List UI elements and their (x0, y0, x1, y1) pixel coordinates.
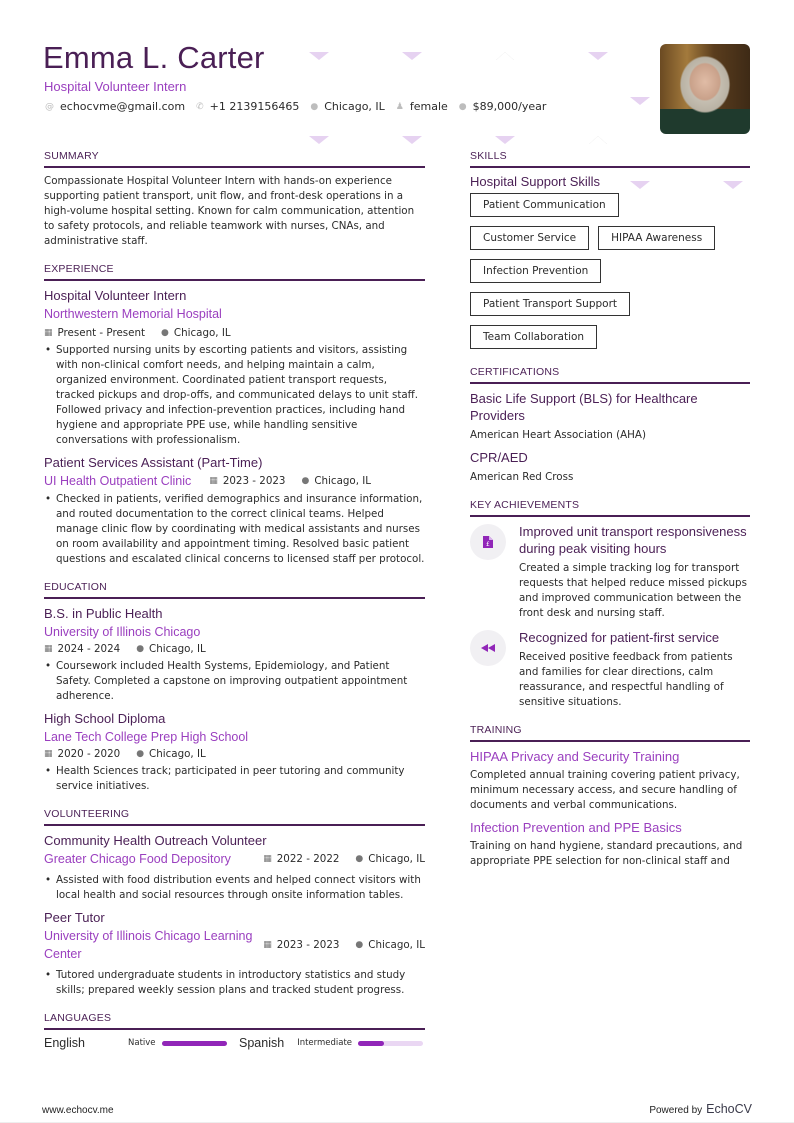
decor-triangle (309, 136, 329, 144)
location-icon: ● (310, 101, 319, 112)
education-entry (44, 710, 425, 794)
training-desc: Completed annual training covering patient privacy, minimum necessary access, and secure handling of documents and verbal communications. (470, 769, 740, 811)
email-text: echocvme@gmail.com (60, 100, 186, 113)
svg-text:£: £ (486, 541, 490, 548)
dates: 2022 - 2022 (276, 853, 340, 865)
salary-icon: ● (458, 101, 467, 112)
decor-triangle (495, 52, 515, 60)
gender-text: female (409, 100, 448, 113)
location: Chicago, IL (368, 853, 425, 865)
section-title: SUMMARY (44, 150, 425, 168)
volunteering-section (44, 808, 425, 998)
contact-phone[interactable] (196, 100, 299, 113)
achievement-item (470, 629, 750, 710)
bullet-item: • Coursework included Health Systems, Epidemiology, and Patient Safety. Completed a capstone on improving outpatient appointment adherence. (44, 659, 425, 704)
decor-triangle (630, 97, 650, 105)
contact-row (45, 100, 557, 113)
bullet-list (44, 873, 425, 903)
dates: 2023 - 2023 (222, 475, 286, 487)
phone-icon: ✆ (196, 101, 204, 112)
training-section (470, 724, 750, 869)
section-title: CERTIFICATIONS (470, 366, 750, 384)
school: Lane Tech College Prep High School (44, 730, 249, 744)
bullet-item: • Checked in patients, verified demographics and insurance information, and routed documentation to the correct clinical teams. Helped manage clinic flow by coordinating with medical assistants and nurses on room availability and appointment timing. Resolved basic patient questions and escalated clinical concerns to licensed staff per protocol. (44, 492, 425, 567)
cert-issuer: American Red Cross (470, 471, 574, 483)
location-pin-icon: ● (136, 644, 145, 654)
skill-tag: Patient Communication (470, 193, 619, 217)
achievement-item (470, 523, 750, 621)
section-title: VOLUNTEERING (44, 808, 425, 826)
training-title: HIPAA Privacy and Security Training (470, 749, 680, 764)
organization: Greater Chicago Food Depository (44, 852, 231, 866)
language-item (239, 1036, 423, 1050)
bullet-item: • Tutored undergraduate students in introductory statistics and study skills; prepared weekly session plans and tracked student progress. (44, 968, 425, 998)
achievement-desc: Received positive feedback from patients and families for clear directions, calm reassurance, and respectful handling of sensitive situations. (519, 651, 733, 708)
education-section (44, 581, 425, 794)
cert-issuer: American Heart Association (AHA) (470, 429, 646, 441)
footer-powered-by[interactable] (649, 1102, 752, 1116)
cert-title: CPR/AED (470, 450, 528, 465)
location: Chicago, IL (149, 643, 206, 655)
rewind-icon (470, 630, 506, 666)
contact-gender (396, 100, 448, 113)
calendar-icon: ▦ (44, 749, 53, 759)
volunteer-role: Peer Tutor (44, 910, 105, 925)
location-pin-icon: ● (301, 476, 310, 486)
section-title: TRAINING (470, 724, 750, 742)
right-column (470, 150, 750, 883)
skills-section (470, 150, 750, 358)
location-pin-icon: ● (161, 328, 169, 338)
education-entry (44, 605, 425, 704)
dates: 2023 - 2023 (276, 939, 340, 951)
bullet-list (44, 492, 425, 567)
contact-email[interactable] (45, 100, 185, 113)
entry-meta (44, 641, 425, 657)
contact-location (310, 100, 384, 113)
at-icon: @ (45, 101, 54, 112)
decor-triangle (588, 136, 608, 144)
volunteering-entry (44, 832, 425, 903)
org-meta-row (44, 850, 425, 868)
training-desc: Training on hand hygiene, standard precautions, and appropriate PPE selection for non-clinical staff and (470, 840, 743, 867)
org-meta-row (44, 472, 425, 490)
bullet-list (44, 968, 425, 998)
achievement-desc: Created a simple tracking log for transport requests that helped reduce missed pickups and improved communication between the front desk and nursing staff. (519, 562, 747, 619)
skill-tag: HIPAA Awareness (598, 226, 715, 250)
section-title: KEY ACHIEVEMENTS (470, 499, 750, 517)
profile-photo (660, 44, 750, 134)
cert-title: Basic Life Support (BLS) for Healthcare Providers (470, 391, 698, 423)
organization: University of Illinois Chicago Learning Center (44, 929, 253, 961)
entry-meta (44, 746, 425, 762)
calendar-icon: ▦ (44, 644, 53, 654)
skill-tag: Patient Transport Support (470, 292, 630, 316)
language-name: Spanish (239, 1036, 285, 1050)
user-icon: ♟ (395, 101, 404, 112)
languages-section (44, 1012, 425, 1050)
calendar-icon: ▦ (209, 476, 218, 486)
summary-text: Compassionate Hospital Volunteer Intern with hands-on experience supporting patient transport, unit flow, and front-desk operations in a high-volume hospital setting. Known for calm communication, attention to safety protocols, and reliable teamwork with nurses, CNAs, and administrative staff. (44, 175, 415, 247)
dates: 2020 - 2020 (57, 748, 121, 760)
school: University of Illinois Chicago (44, 625, 201, 639)
entry-meta (263, 937, 425, 953)
bullet-list (44, 343, 425, 448)
contact-salary (459, 100, 547, 113)
decor-triangle (495, 136, 515, 144)
left-column (44, 150, 425, 1064)
entry-meta (44, 325, 425, 341)
summary-section (44, 150, 425, 249)
calendar-icon: ▦ (263, 854, 272, 864)
language-bar (358, 1041, 423, 1046)
decor-triangle (402, 52, 422, 60)
skill-group-title: Hospital Support Skills (470, 174, 601, 189)
skill-tag: Infection Prevention (470, 259, 601, 283)
language-level: Intermediate (297, 1038, 353, 1048)
job-title: Patient Services Assistant (Part-Time) (44, 455, 263, 470)
candidate-role: Hospital Volunteer Intern (44, 79, 187, 94)
bullet-item: • Assisted with food distribution events and helped connect visitors with local health and social resources through onsite information tables. (44, 873, 425, 903)
org-meta-row (44, 927, 425, 963)
training-title: Infection Prevention and PPE Basics (470, 820, 682, 835)
phone-text: +1 2139156465 (209, 100, 300, 113)
decor-triangle (588, 52, 608, 60)
skill-tag: Customer Service (470, 226, 589, 250)
job-title: Hospital Volunteer Intern (44, 288, 187, 303)
candidate-name: Emma L. Carter (43, 40, 265, 75)
salary-text: $89,000/year (472, 100, 547, 113)
entry-meta (263, 851, 425, 867)
language-level: Native (128, 1038, 156, 1048)
powered-by-label: Powered by (649, 1105, 703, 1116)
achievements-section (470, 499, 750, 710)
experience-entry (44, 287, 425, 448)
location-pin-icon: ● (355, 854, 364, 864)
location-text: Chicago, IL (324, 100, 385, 113)
location: Chicago, IL (368, 939, 425, 951)
bullet-list (44, 764, 425, 794)
volunteering-entry (44, 909, 425, 998)
bullet-item: • Supported nursing units by escorting patients and visitors, assisting with non-clinical comfort needs, and helping maintain a calm, organized environment. Coordinated patient transport requests, tracked pickups and drop-offs, and communicated delays to unit staff. Followed privacy and infection-prevention practices, including hand hygiene and appropriate PPE use, while handling sensitive conversations with professionalism. (44, 343, 425, 448)
skill-tags (470, 193, 750, 358)
language-list (44, 1036, 425, 1050)
degree: B.S. in Public Health (44, 606, 163, 621)
section-title: EDUCATION (44, 581, 425, 599)
section-title: EXPERIENCE (44, 263, 425, 281)
certifications-section (470, 366, 750, 485)
footer-website-link[interactable]: www.echocv.me (42, 1105, 114, 1116)
section-title: LANGUAGES (44, 1012, 425, 1030)
location-pin-icon: ● (355, 940, 364, 950)
calendar-icon: ▦ (263, 940, 272, 950)
experience-entry (44, 454, 425, 567)
dates: 2024 - 2024 (57, 643, 121, 655)
decor-triangle (402, 136, 422, 144)
location: Chicago, IL (173, 327, 231, 339)
brand-name: EchoCV (706, 1102, 752, 1116)
language-bar (162, 1041, 227, 1046)
bullet-list (44, 659, 425, 704)
decor-triangle (309, 52, 329, 60)
achievement-title: Improved unit transport responsiveness during peak visiting hours (519, 524, 747, 556)
skill-tag: Team Collaboration (470, 325, 597, 349)
experience-section (44, 263, 425, 567)
location: Chicago, IL (149, 748, 206, 760)
language-name: English (44, 1036, 85, 1050)
dates: Present - Present (57, 327, 146, 339)
location: Chicago, IL (314, 475, 372, 487)
volunteer-role: Community Health Outreach Volunteer (44, 833, 267, 848)
achievement-title: Recognized for patient-first service (519, 630, 720, 645)
section-title: SKILLS (470, 150, 750, 168)
bullet-item: • Health Sciences track; participated in peer tutoring and community service initiatives. (44, 764, 425, 794)
language-item (44, 1036, 239, 1050)
degree: High School Diploma (44, 711, 166, 726)
employer: UI Health Outpatient Clinic (44, 474, 192, 488)
employer: Northwestern Memorial Hospital (44, 307, 222, 321)
location-pin-icon: ● (136, 749, 145, 759)
entry-meta (209, 473, 387, 489)
document-icon (470, 524, 506, 560)
calendar-icon: ▦ (44, 328, 53, 338)
